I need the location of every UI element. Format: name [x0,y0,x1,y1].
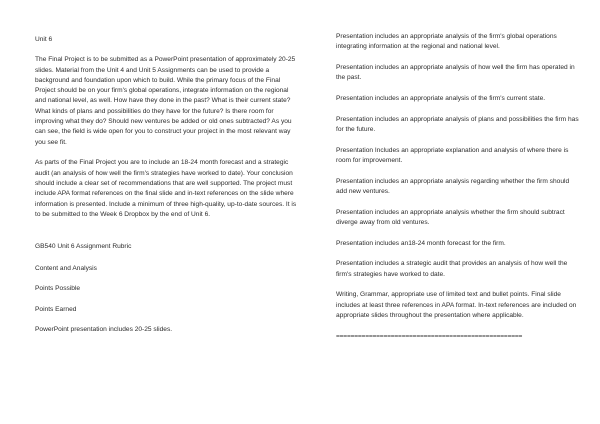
rubric-criterion: Presentation Includes an appropriate explanation and analysis of where there is room for improvement. [336,146,569,164]
rubric-criterion: Presentation includes an appropriate analysis of plans and possibilities the firm has for the future. [336,115,579,133]
rubric-criterion: Presentation includes an appropriate analysis whether the firm should subtract diverge away from old ventures. [336,208,565,226]
requirements-paragraph: As parts of the Final Project you are to include an 18-24 month forecast and a strategic audit (an analysis of how well the firm's strategies have worked to date). Your conclusion should include a clear set of recommendations that are well supported. The project must include APA format references on the final slide and in-text references on the slide where information is presented. Include a minimum of three high-quality, up-to-date sources. It is to be submitted to the Week 6 Dropbox by the end of Unit 6. [35,159,297,218]
rubric-criterion: Presentation includes an appropriate analysis of the firm's global operations integrating information at the regional and national level. [336,33,557,51]
rubric-criterion: Presentation includes an18-24 month forecast for the firm. [336,239,506,247]
left-column [35,35,297,346]
rubric-criterion: Presentation includes an appropriate analysis of the firm's current state. [336,94,546,102]
points-possible-label: Points Possible [35,285,81,293]
right-column [336,32,580,352]
unit-heading: Unit 6 [35,36,53,43]
content-analysis-label: Content and Analysis [35,264,97,272]
rubric-criterion: Writing, Grammar, appropriate use of limited text and bullet points. Final slide includes at least three references in APA format. In-text references are included on appropriate slides throughout the presentation where applicable. [336,291,577,319]
rubric-title: GB540 Unit 6 Assignment Rubric [35,243,132,251]
intro-paragraph: The Final Project is to be submitted as a PowerPoint presentation of approximately 20-25 slides. Material from the Unit 4 and Unit 5 Assignments can be used to provide a background and foundation upon which to build. While the primary focus of the Final Project should be on your firm's global operations, integrate information on the regional and national level, as well. How have they done in the past? What is their current state? What kinds of plans and possibilities do they have for the future? Is there room for improving what they do? Should new ventures be added or old ones subtracted? As you can see, the field is wide open for you to construct your project in the most relevant way you see fit. [35,56,296,146]
rubric-criterion: Presentation includes an appropriate analysis regarding whether the firm should add new ventures. [336,177,570,195]
divider-line: =================================================== [336,332,523,340]
rubric-criterion: Presentation includes a strategic audit that provides an analysis of how well the firm's strategies have worked to date. [336,260,568,278]
rubric-criterion: PowerPoint presentation includes 20-25 slides. [35,326,173,334]
rubric-criterion: Presentation includes an appropriate analysis of how well the firm has operated in the past. [336,63,575,82]
points-earned-label: Points Earned [35,305,77,313]
